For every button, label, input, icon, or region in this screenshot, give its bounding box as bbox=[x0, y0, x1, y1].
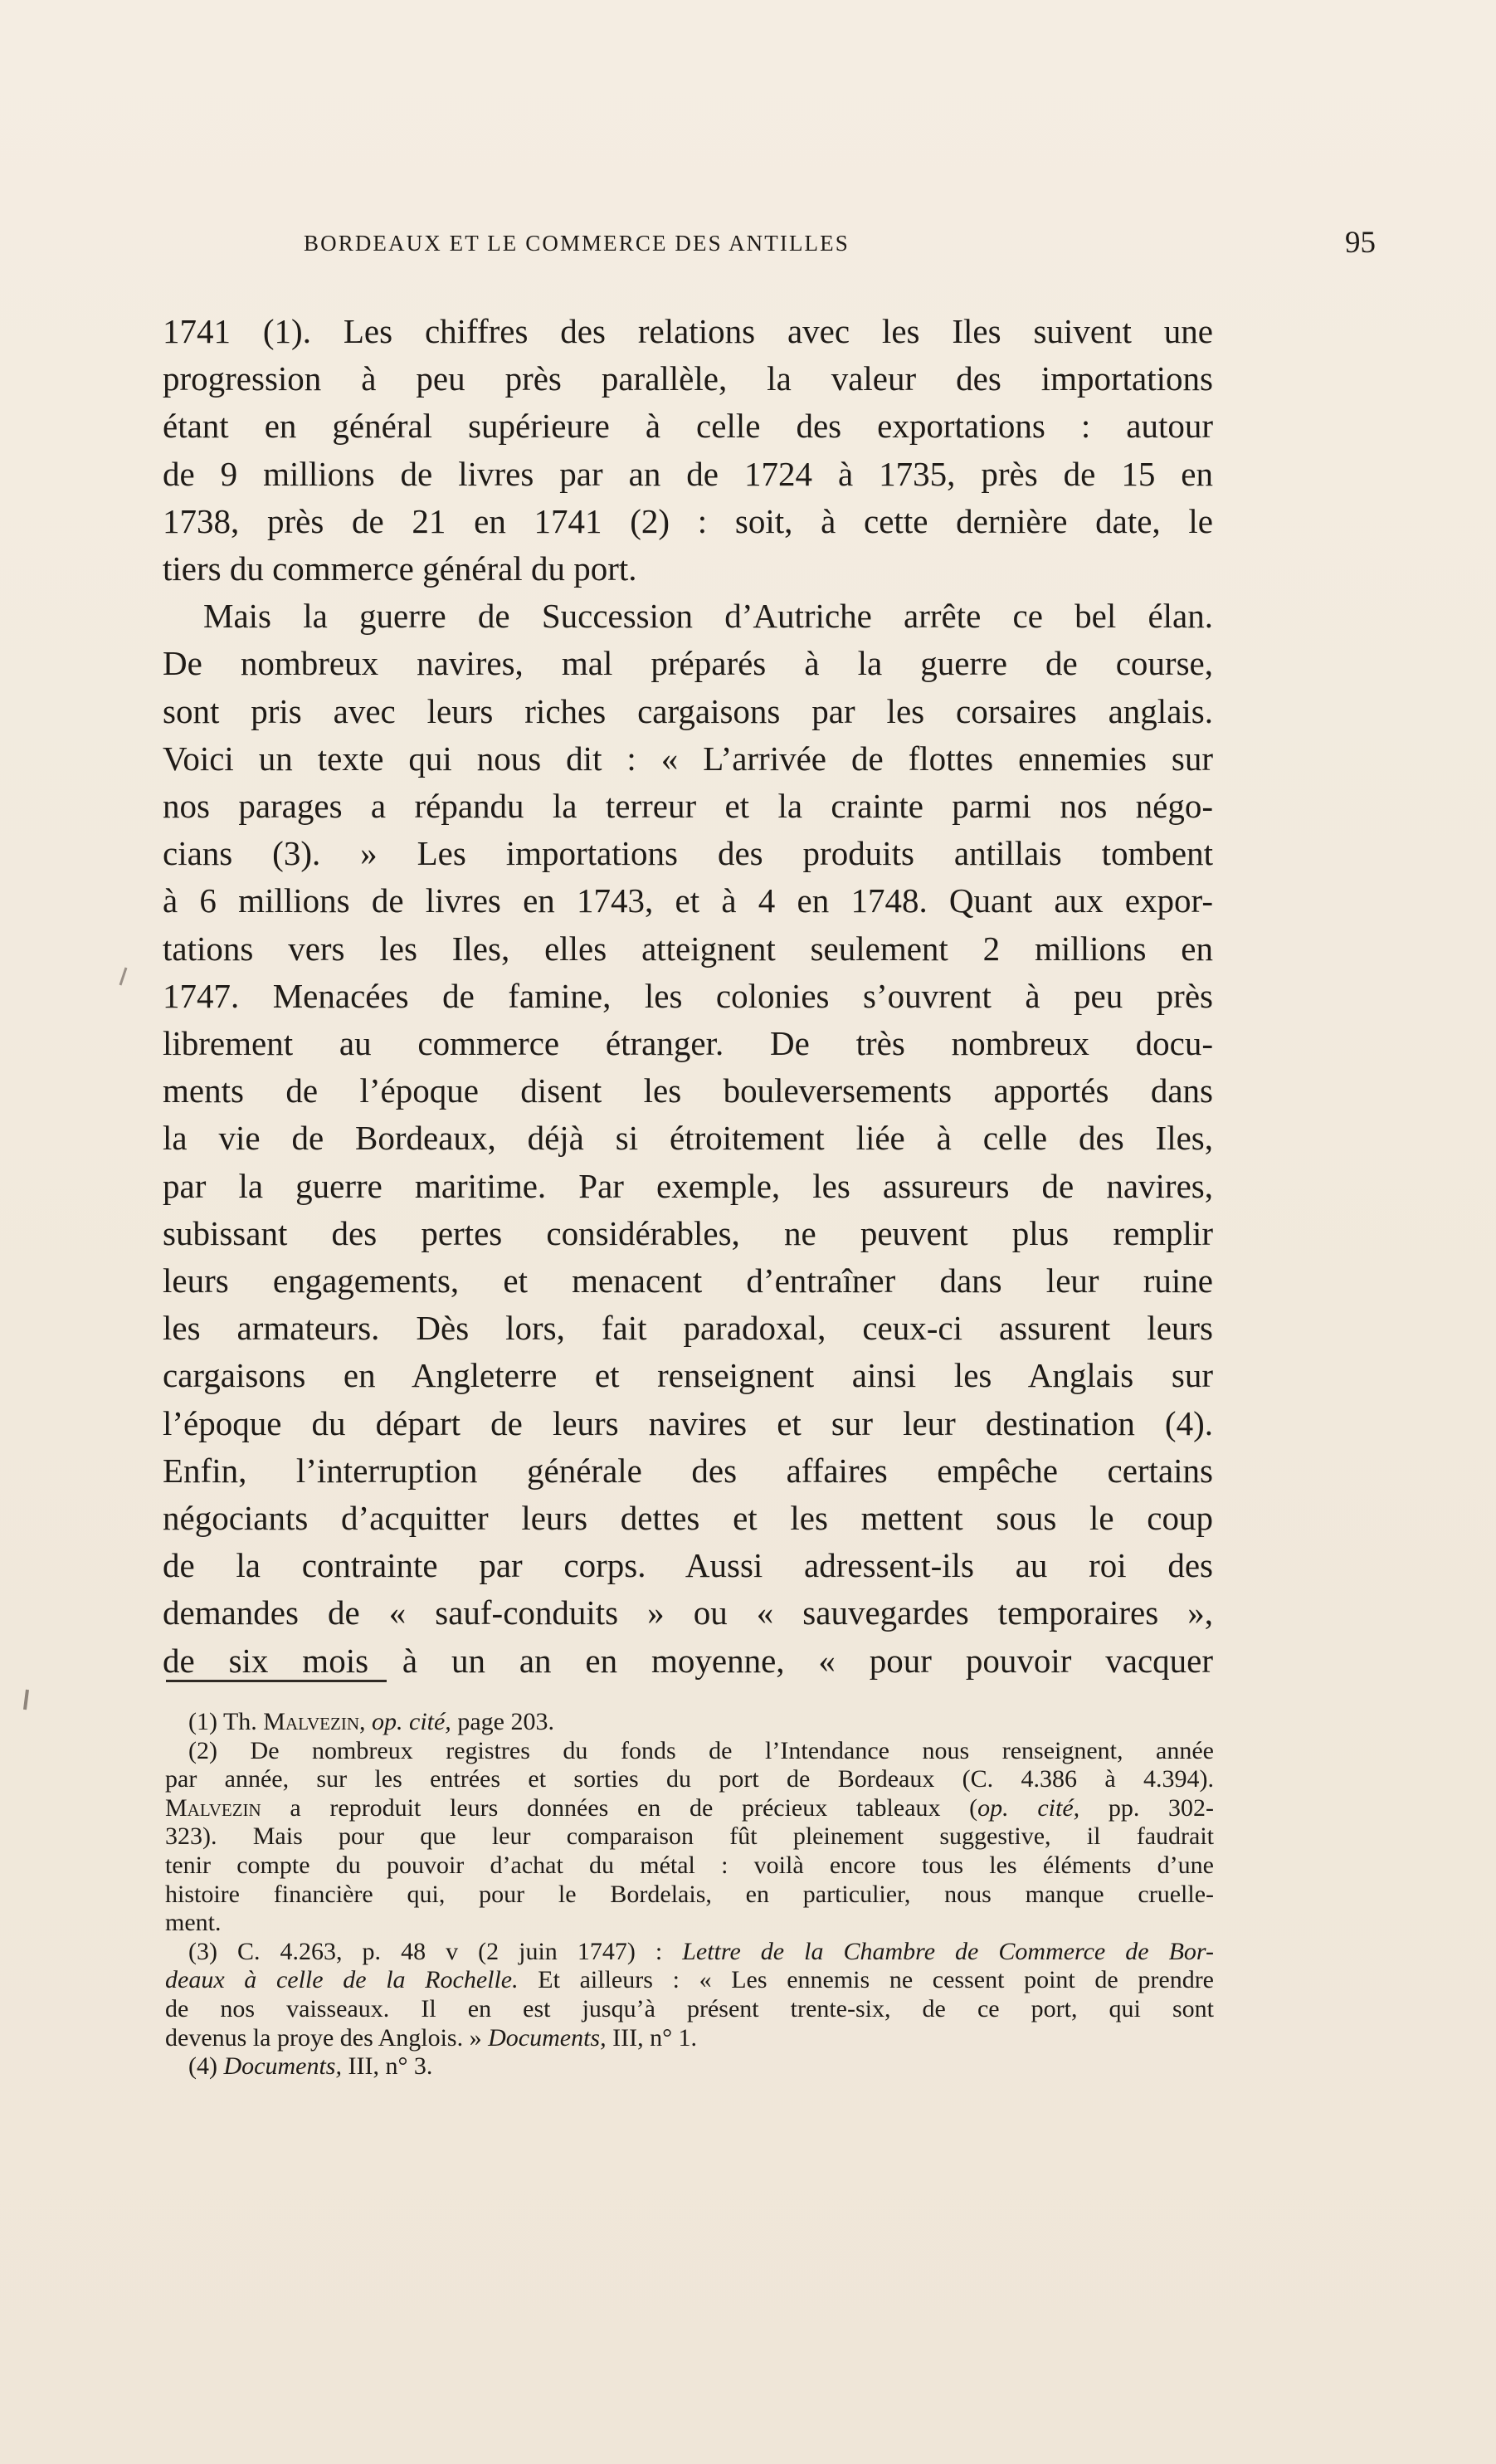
footnote-text: a reproduit leurs données en de précieux tableaux ( bbox=[290, 1793, 978, 1822]
running-title: BORDEAUX ET LE COMMERCE DES ANTILLES bbox=[304, 231, 850, 256]
footnote-text: pp. 302- bbox=[1108, 1793, 1214, 1822]
body-line: les armateurs. Dès lors, fait paradoxal, ceux-ci assurent leurs bbox=[163, 1309, 1213, 1348]
body-line: cargaisons en Angleterre et renseignent ainsi les Anglais sur bbox=[163, 1356, 1213, 1395]
footnote-line bbox=[165, 1708, 1214, 1737]
letter-title: deaux à celle de la Rochelle. bbox=[165, 1966, 519, 1994]
footnote-text: III, n° 1. bbox=[612, 2023, 698, 2052]
letter-title: Lettre de la Chambre de Commerce de Bor- bbox=[682, 1937, 1214, 1965]
citation: Documents, bbox=[223, 2052, 342, 2081]
footnote-4 bbox=[165, 2052, 1214, 2081]
footnotes bbox=[165, 1708, 1214, 2081]
page-reference: page 203. bbox=[457, 1708, 554, 1735]
body-line: cians (3). » Les importations des produits antillais tombent bbox=[163, 834, 1213, 873]
body-line: étant en général supérieure à celle des exportations : autour bbox=[163, 407, 1213, 446]
citation: op. cité, bbox=[977, 1793, 1080, 1822]
footnote-line bbox=[165, 1966, 1214, 1995]
footnote-text: III, n° 3. bbox=[348, 2052, 433, 2081]
body-line: Enfin, l’interruption générale des affaires empêche certains bbox=[163, 1451, 1213, 1490]
footnote-line: histoire financière qui, pour le Bordelais, en particulier, nous manque cruelle- bbox=[165, 1880, 1214, 1908]
body-line: de la contrainte par corps. Aussi adressent-ils au roi des bbox=[163, 1546, 1213, 1585]
body-line: progression à peu près parallèle, la valeur des importations bbox=[163, 359, 1213, 398]
body-line: librement au commerce étranger. De très nombreux docu- bbox=[163, 1024, 1213, 1063]
body-line: Mais la guerre de Succession d’Autriche arrête ce bel élan. bbox=[203, 597, 1213, 636]
body-line: de 9 millions de livres par an de 1724 à 1735, près de 15 en bbox=[163, 454, 1213, 493]
body-line: sont pris avec leurs riches cargaisons par les corsaires anglais. bbox=[163, 691, 1213, 730]
body-line: 1741 (1). Les chiffres des relations avec les Iles suivent une bbox=[163, 312, 1213, 350]
body-line: De nombreux navires, mal préparés à la guerre de course, bbox=[163, 644, 1213, 683]
body-line: tiers du commerce général du port. bbox=[163, 549, 637, 588]
body-text bbox=[163, 308, 1213, 1685]
author-name: Malvezin bbox=[165, 1793, 261, 1822]
page-number: 95 bbox=[1345, 226, 1376, 260]
body-line: de six mois à un an en moyenne, « pour pouvoir vacquer bbox=[163, 1641, 1213, 1680]
footnote-2 bbox=[165, 1737, 1214, 1938]
body-line: l’époque du départ de leurs navires et sur leur destination (4). bbox=[163, 1403, 1213, 1442]
body-line: à 6 millions de livres en 1743, et à 4 en 1748. Quant aux expor- bbox=[163, 881, 1213, 920]
citation: op. cité, bbox=[372, 1708, 451, 1735]
body-line: subissant des pertes considérables, ne peuvent plus remplir bbox=[163, 1213, 1213, 1252]
footnote-line: 323). Mais pour que leur comparaison fût pleinement suggestive, il faudrait bbox=[165, 1822, 1214, 1851]
footnote-text: (3) C. 4.263, p. 48 v (2 juin 1747) : bbox=[188, 1937, 663, 1965]
footnote-line: de nos vaisseaux. Il en est jusqu’à présent trente-six, de ce port, qui sont bbox=[165, 1994, 1214, 2022]
margin-tick-mark bbox=[25, 1690, 27, 1710]
footnote-line bbox=[165, 1938, 1214, 1967]
footnote-line: (2) De nombreux registres du fonds de l’Intendance nous renseignent, année bbox=[188, 1736, 1214, 1764]
body-line: ments de l’époque disent les bouleversements apportés dans bbox=[163, 1071, 1213, 1110]
body-line: leurs engagements, et menacent d’entraîner dans leur ruine bbox=[163, 1261, 1213, 1300]
body-line: tations vers les Iles, elles atteignent seulement 2 millions en bbox=[163, 929, 1213, 968]
footnote-line bbox=[165, 1794, 1214, 1823]
body-line: 1747. Menacées de famine, les colonies s’ouvrent à peu près bbox=[163, 976, 1213, 1015]
running-head bbox=[164, 226, 1376, 264]
body-line: Voici un texte qui nous dit : « L’arrivée de flottes ennemies sur bbox=[163, 739, 1213, 778]
footnote-line bbox=[165, 2052, 1214, 2081]
footnote-1 bbox=[165, 1708, 1214, 1737]
footnote-text: Et ailleurs : « Les ennemis ne cessent point de prendre bbox=[538, 1966, 1214, 1994]
author-name: Malvezin, bbox=[263, 1708, 366, 1735]
body-line: nos parages a répandu la terreur et la crainte parmi nos négo- bbox=[163, 787, 1213, 826]
body-line: la vie de Bordeaux, déjà si étroitement liée à celle des Iles, bbox=[163, 1119, 1213, 1158]
footnote-text: devenus la proye des Anglois. » bbox=[165, 2023, 482, 2052]
footnote-line: tenir compte du pouvoir d’achat du métal : voilà encore tous les éléments d’une bbox=[165, 1851, 1214, 1879]
body-line: demandes de « sauf-conduits » ou « sauvegardes temporaires », bbox=[163, 1593, 1213, 1632]
body-line: négociants d’acquitter leurs dettes et les mettent sous le coup bbox=[163, 1499, 1213, 1538]
body-line: par la guerre maritime. Par exemple, les assureurs de navires, bbox=[163, 1166, 1213, 1205]
margin-tick-mark bbox=[120, 968, 126, 985]
footnote-line bbox=[165, 2024, 1214, 2053]
footnote-3 bbox=[165, 1938, 1214, 2052]
citation: Documents, bbox=[488, 2023, 607, 2052]
body-line: 1738, près de 21 en 1741 (2) : soit, à cette dernière date, le bbox=[163, 501, 1213, 540]
footnote-marker: (1) Th. bbox=[188, 1708, 257, 1735]
footnote-marker: (4) bbox=[188, 2052, 217, 2081]
footnote-line: par année, sur les entrées et sorties du port de Bordeaux (C. 4.386 à 4.394). bbox=[165, 1765, 1214, 1793]
footnote-rule bbox=[166, 1680, 387, 1682]
footnote-line: ment. bbox=[165, 1909, 222, 1937]
